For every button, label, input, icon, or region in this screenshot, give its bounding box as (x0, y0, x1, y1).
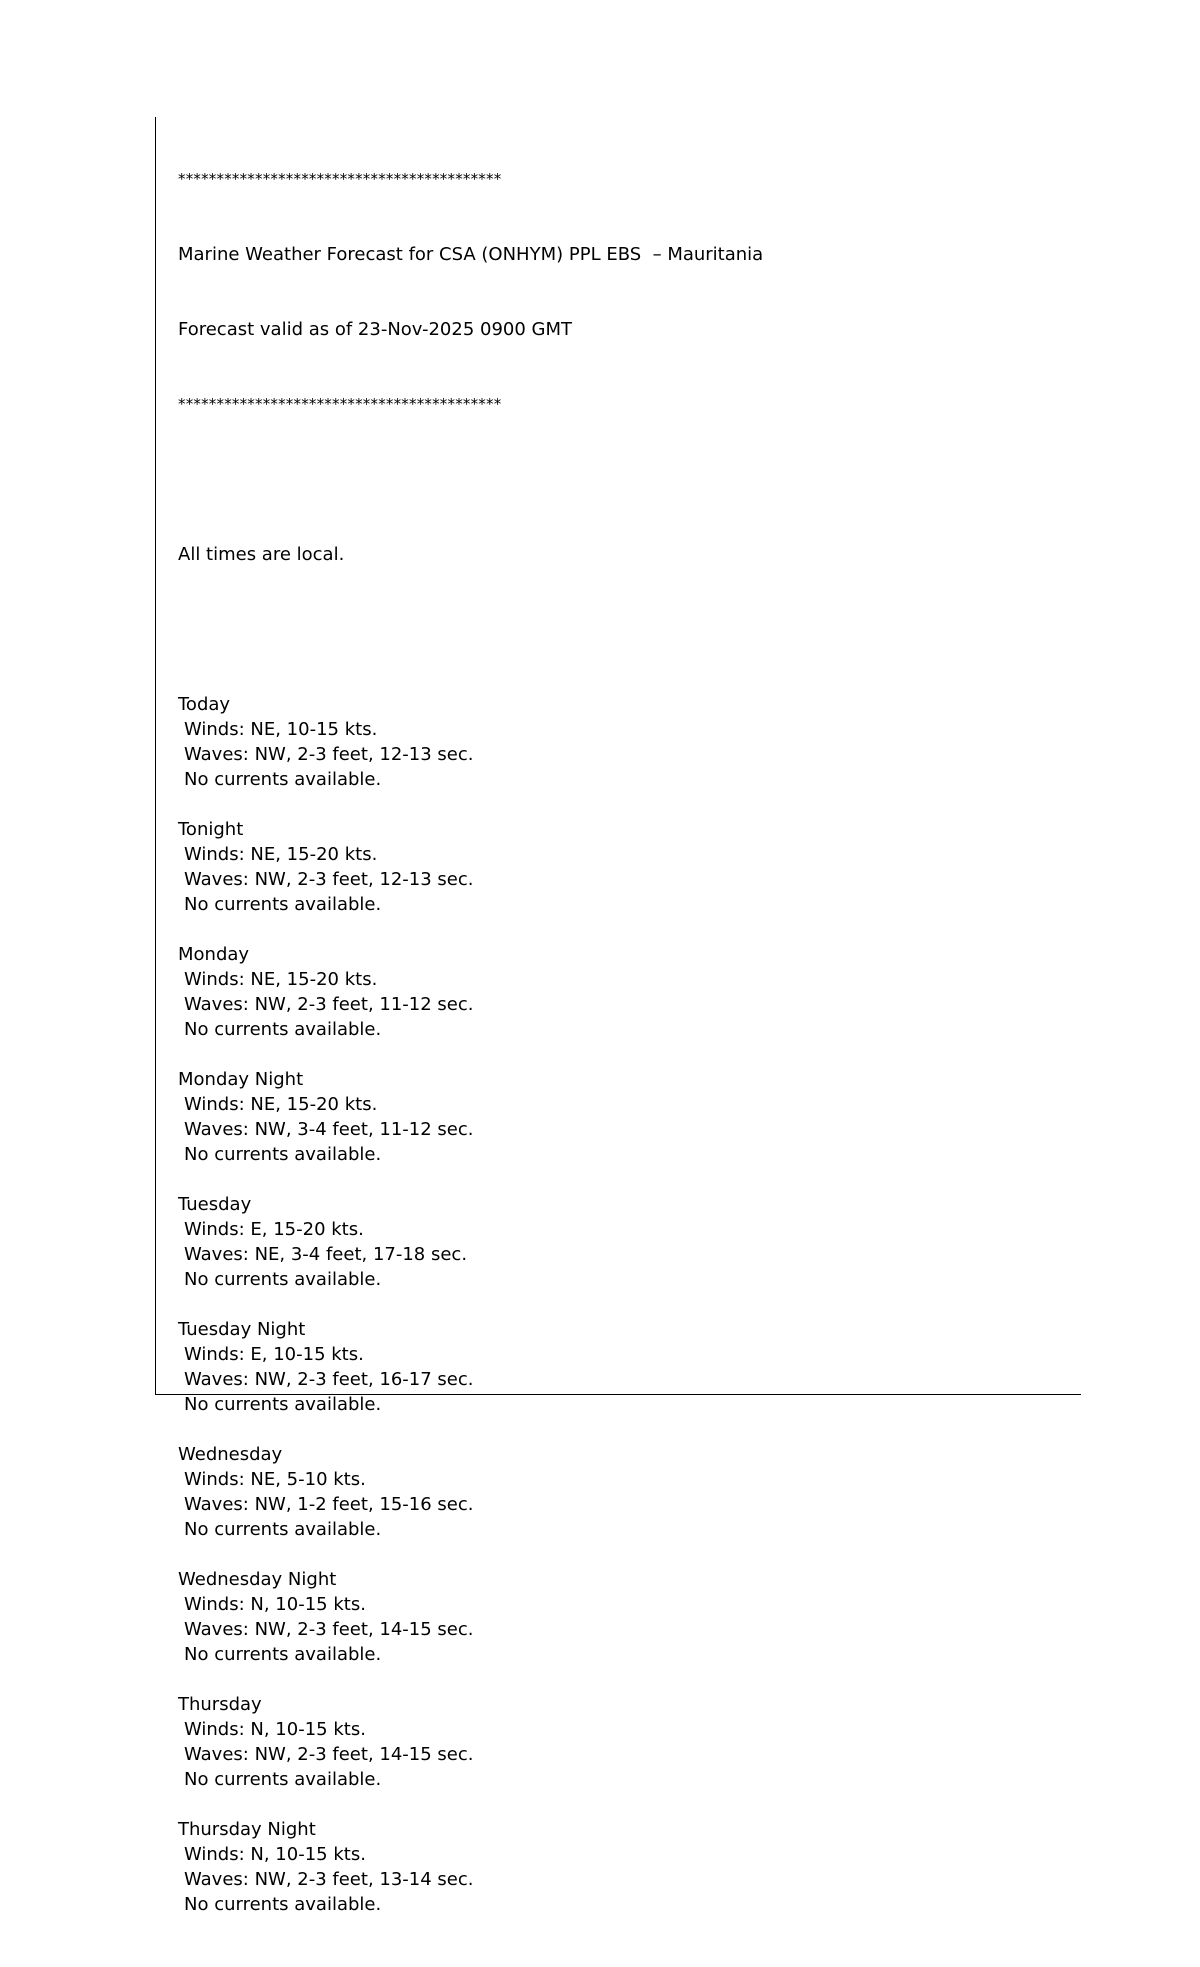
forecast-periods (178, 692, 763, 1942)
waves-line: Waves: NW, 2-3 feet, 13-14 sec. (184, 1869, 474, 1890)
forecast-period (178, 942, 763, 1067)
currents-line: No currents available. (184, 1769, 382, 1790)
asterisk-divider-top: ****************************************** (178, 170, 502, 188)
waves-line: Waves: NW, 2-3 feet, 12-13 sec. (184, 869, 474, 890)
forecast-period (178, 1317, 763, 1442)
period-name: Monday (178, 944, 250, 965)
period-name: Wednesday Night (178, 1569, 337, 1590)
winds-line: Winds: N, 10-15 kts. (184, 1719, 366, 1740)
winds-line: Winds: E, 10-15 kts. (184, 1344, 364, 1365)
currents-line: No currents available. (184, 1894, 382, 1915)
winds-line: Winds: N, 10-15 kts. (184, 1844, 366, 1865)
period-name: Thursday Night (178, 1819, 316, 1840)
waves-line: Waves: NW, 2-3 feet, 12-13 sec. (184, 744, 474, 765)
currents-line: No currents available. (184, 1394, 382, 1415)
waves-line: Waves: NW, 1-2 feet, 15-16 sec. (184, 1494, 474, 1515)
winds-line: Winds: NE, 15-20 kts. (184, 1094, 378, 1115)
winds-line: Winds: NE, 5-10 kts. (184, 1469, 366, 1490)
forecast-period (178, 1442, 763, 1567)
forecast-period (178, 1067, 763, 1192)
forecast-period (178, 1567, 763, 1692)
currents-line: No currents available. (184, 894, 382, 915)
forecast-period (178, 1817, 763, 1942)
winds-line: Winds: NE, 15-20 kts. (184, 844, 378, 865)
winds-line: Winds: NE, 15-20 kts. (184, 969, 378, 990)
forecast-valid-time: Forecast valid as of 23-Nov-2025 0900 GMT (178, 319, 572, 340)
period-name: Today (178, 694, 231, 715)
period-name: Monday Night (178, 1069, 304, 1090)
currents-line: No currents available. (184, 1519, 382, 1540)
waves-line: Waves: NW, 2-3 feet, 14-15 sec. (184, 1619, 474, 1640)
waves-line: Waves: NE, 3-4 feet, 17-18 sec. (184, 1244, 468, 1265)
period-name: Tuesday (178, 1194, 252, 1215)
forecast-period (178, 1192, 763, 1317)
waves-line: Waves: NW, 3-4 feet, 11-12 sec. (184, 1119, 474, 1140)
period-name: Tuesday Night (178, 1319, 306, 1340)
period-name: Tonight (178, 819, 244, 840)
waves-line: Waves: NW, 2-3 feet, 16-17 sec. (184, 1369, 474, 1390)
waves-line: Waves: NW, 2-3 feet, 14-15 sec. (184, 1744, 474, 1765)
forecast-period (178, 692, 763, 817)
winds-line: Winds: E, 15-20 kts. (184, 1219, 364, 1240)
forecast-period (178, 1692, 763, 1817)
forecast-title: Marine Weather Forecast for CSA (ONHYM) PPL EBS – Mauritania (178, 244, 764, 265)
forecast-period (178, 817, 763, 942)
waves-line: Waves: NW, 2-3 feet, 11-12 sec. (184, 994, 474, 1015)
currents-line: No currents available. (184, 1144, 382, 1165)
period-name: Thursday (178, 1694, 262, 1715)
winds-line: Winds: N, 10-15 kts. (184, 1594, 366, 1615)
winds-line: Winds: NE, 10-15 kts. (184, 719, 378, 740)
time-note: All times are local. (178, 544, 345, 565)
currents-line: No currents available. (184, 1644, 382, 1665)
period-name: Wednesday (178, 1444, 283, 1465)
currents-line: No currents available. (184, 1269, 382, 1290)
currents-line: No currents available. (184, 1019, 382, 1040)
asterisk-divider-bottom: ****************************************** (178, 395, 502, 413)
currents-line: No currents available. (184, 769, 382, 790)
forecast-document (178, 117, 763, 1967)
